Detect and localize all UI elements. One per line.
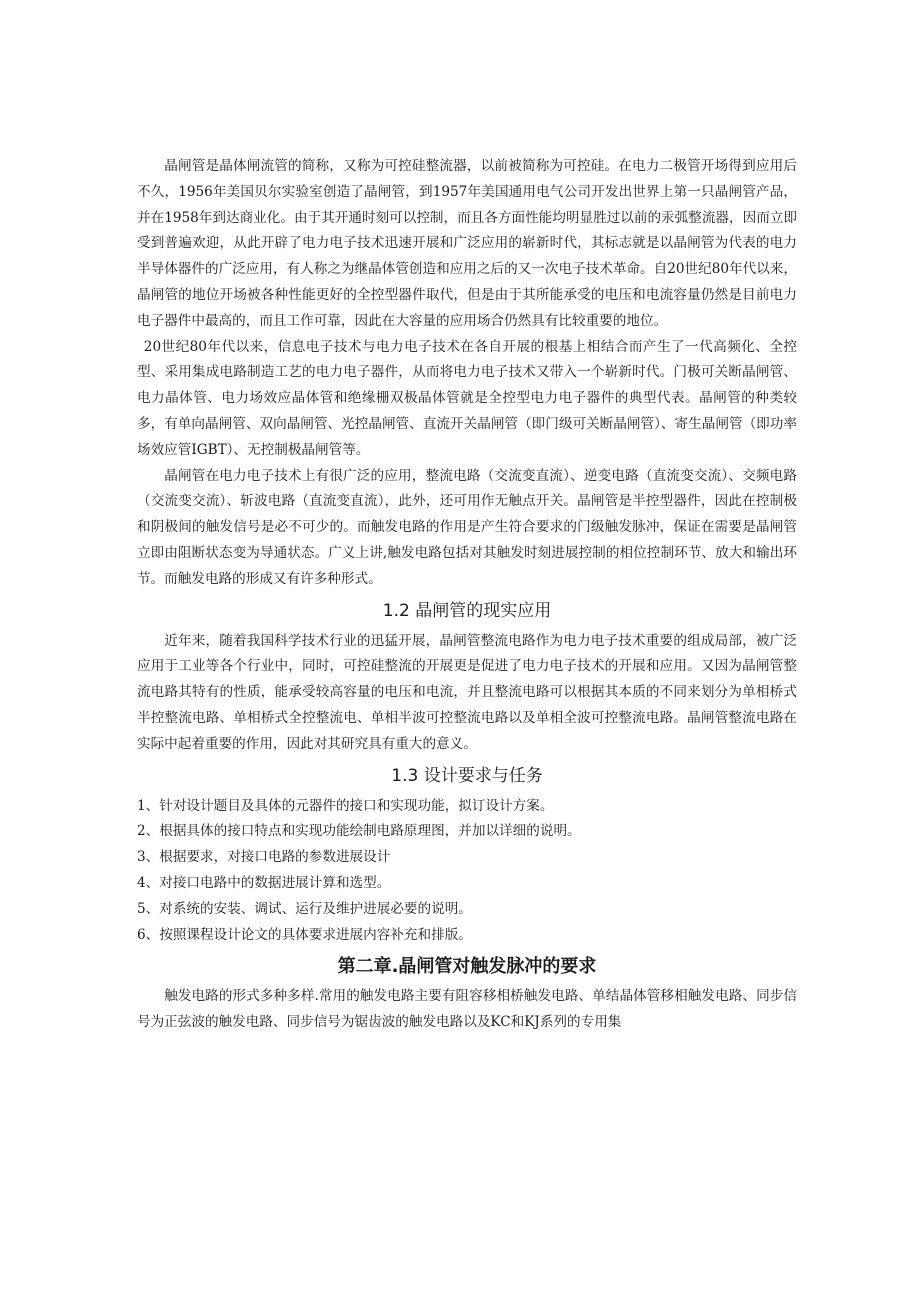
list-item: 3、根据要求，对接口电路的参数进展设计 xyxy=(137,849,391,866)
intro-paragraph-1: 晶闸管是晶体闸流管的简称，又称为可控硅整流器，以前被简称为可控硅。在电力二极管开场得到应用后不久，1956年美国贝尔实验室创造了晶闸管，到1957年美国通用电气公司开发出世界上第一只晶闸管产品，并在1958年到达商业化。由于其开通时刻可以控制，而且各方面性能均明显胜过以前的汞弧整流器，因而立即受到普遍欢迎，从此开辟了电力电子技术迅速开展和广泛应用的崭新时代，其标志就是以晶闸管为代表的电力半导体器件的广泛应用，有人称之为继晶体管创造和应用之后的又一次电子技术革命。自20世纪80年代以来，晶闸管的地位开场被各种性能更好的全控型器件取代，但是由于其所能承受的电压和电流容量仍然是目前电力电子器件中最高的，而且工作可靠，因此在大容量的应用场合仍然具有比较重要的地位。 xyxy=(137,158,797,329)
chapter-heading-2: 第二章.晶闸管对触发脉冲的要求 xyxy=(337,956,597,978)
section-heading-1-2: 1.2 晶闸管的现实应用 xyxy=(382,600,552,621)
intro-paragraph-3: 晶闸管在电力电子技术上有很广泛的应用，整流电路（交流变直流）、逆变电路（直流变交流）、交频电路（交流变交流）、斩波电路（直流变直流），此外，还可用作无触点开关。晶闸管是半控型器件，因此在控制极和阴极间的触发信号是必不可少的。而触发电路的作用是产生符合要求的门级触发脉冲，保证在需要是晶闸管立即由阻断状态变为导通状态。广义上讲,触发电路包括对其触发时刻进展控制的相位控制环节、放大和输出环节。而触发电路的形成又有许多种形式。 xyxy=(137,467,797,587)
list-item: 5、对系统的安装、调试、运行及维护进展必要的说明。 xyxy=(137,900,472,917)
intro-paragraph-2: 20世纪80年代以来，信息电子技术与电力电子技术在各自开展的根基上相结合而产生了一代高频化、全控型、采用集成电路制造工艺的电力电子器件，从而将电力电子技术又带入一个崭新时代。门极可关断晶闸管、电力晶体管、电力场效应晶体管和绝缘栅双极晶体管就是全控型电力电子器件的典型代表。晶闸管的种类较多，有单向晶闸管、双向晶闸管、光控晶闸管、直流开关晶闸管（即门级可关断晶闸管）、寄生晶闸管（即功率场效应管IGBT）、无控制极晶闸管等。 xyxy=(137,338,797,458)
list-item: 6、按照课程设计论文的具体要求进展内容补充和排版。 xyxy=(137,926,472,943)
section-heading-1-3: 1.3 设计要求与任务 xyxy=(391,765,543,786)
list-item: 4、对接口电路中的数据进展计算和选型。 xyxy=(137,874,391,891)
chapter-2-paragraph: 触发电路的形式多种多样.常用的触发电路主要有阻容移相桥触发电路、单结晶体管移相触发电路、同步信号为正弦波的触发电路、同步信号为锯齿波的触发电路以及KC和KJ系列的专用集 xyxy=(137,988,797,1031)
document-body xyxy=(137,154,797,1036)
requirements-list xyxy=(137,794,797,949)
section-1-2-paragraph: 近年来，随着我国科学技术行业的迅猛开展，晶闸管整流电路作为电力电子技术重要的组成局部，被广泛应用于工业等各个行业中，同时，可控硅整流的开展更是促进了电力电子技术的开展和应用。又因为晶闸管整流电路其特有的性质，能承受较高容量的电压和电流，并且整流电路可以根据其本质的不同来划分为单相桥式半控整流电路、单相桥式全控整流电、单相半波可控整流电路以及单相全波可控整流电路。晶闸管整流电路在实际中起着重要的作用，因此对其研究具有重大的意义。 xyxy=(137,632,797,752)
list-item: 2、根据具体的接口特点和实现功能绘制电路原理图，并加以详细的说明。 xyxy=(137,823,581,840)
list-item: 1、针对设计题目及具体的元器件的接口和实现功能，拟订设计方案。 xyxy=(137,797,554,814)
